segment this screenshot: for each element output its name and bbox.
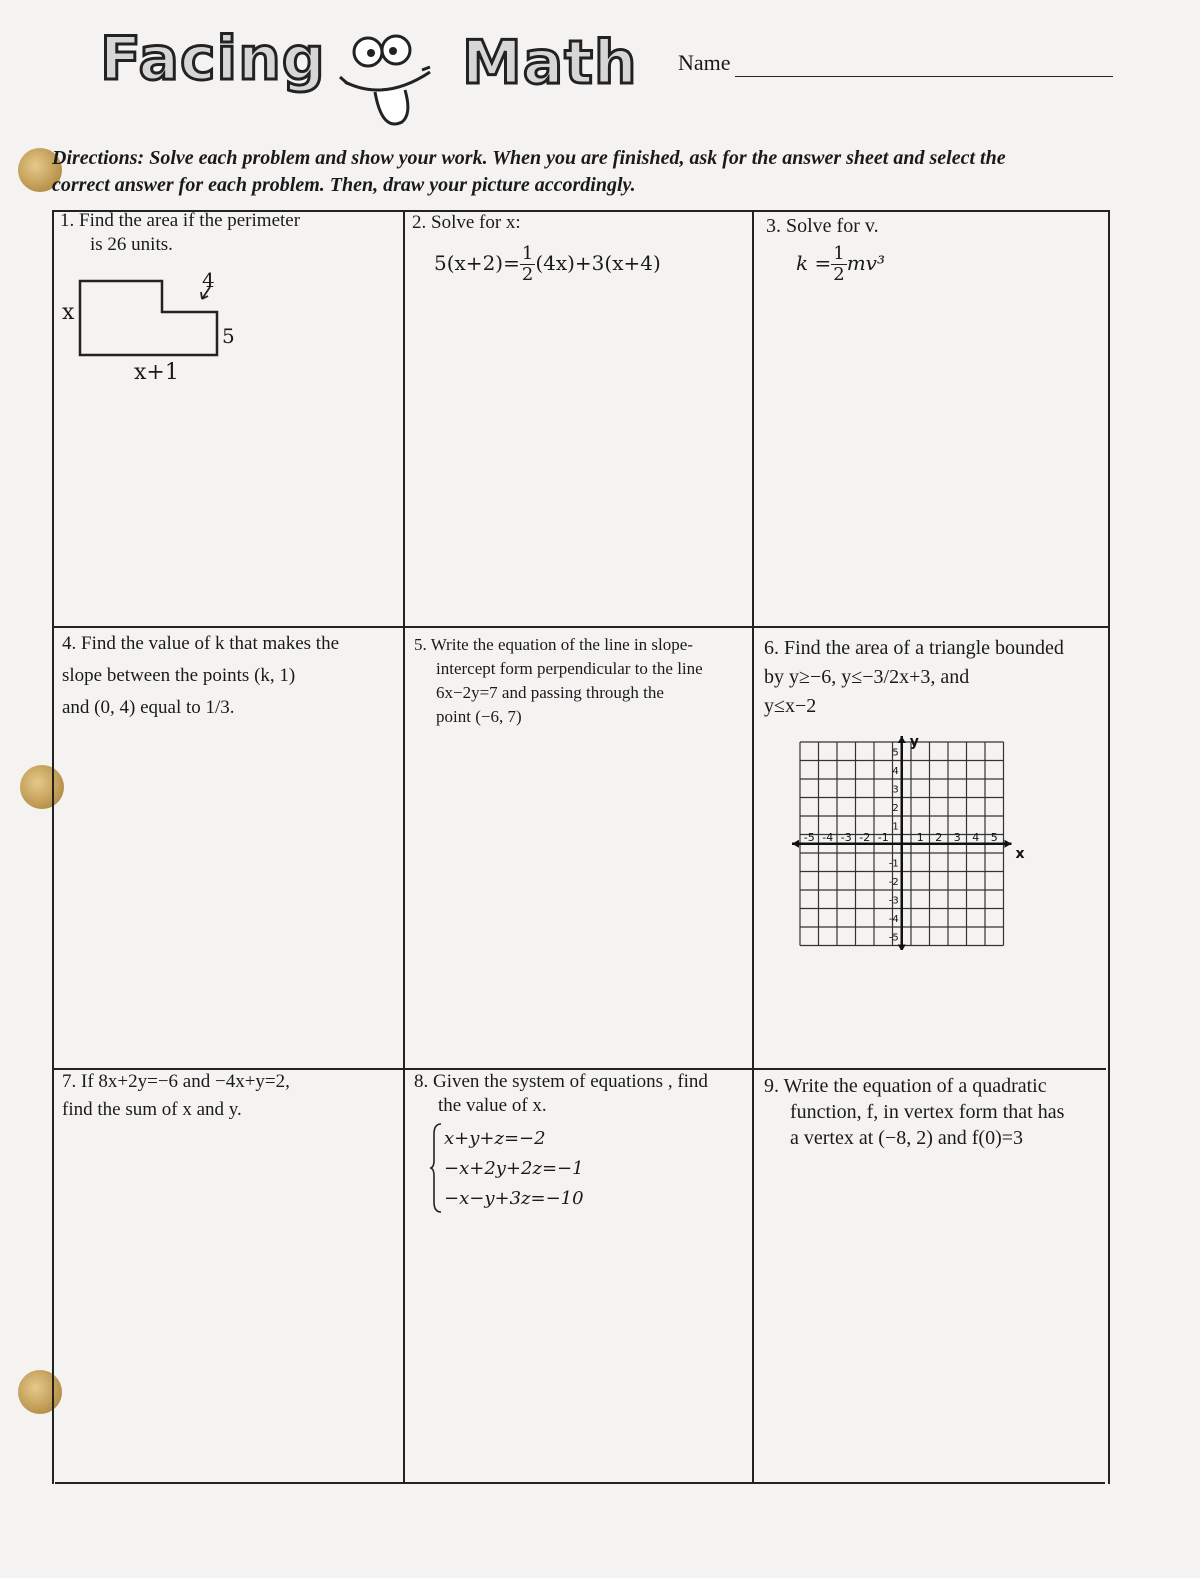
directions-text <box>52 145 1152 199</box>
problem-8-line-1: 8. Given the system of equations , find <box>414 1071 708 1092</box>
worksheet-title-math: Math <box>462 28 638 98</box>
y-axis-label: y <box>909 734 919 750</box>
problem-8-eq-3: −x−y+3z=−10 <box>444 1188 584 1209</box>
problem-7 <box>62 1068 397 1124</box>
y-tick-label: 2 <box>892 802 899 814</box>
problem-6-line-2: by y≥−6, y≤−3/2x+3, and <box>764 666 970 688</box>
problem-3-fraction <box>831 244 846 285</box>
problem-8-brace <box>430 1122 442 1214</box>
problem-8-eq-2: −x+2y+2z=−1 <box>444 1158 584 1179</box>
problem-2 <box>412 211 742 235</box>
x-tick-label: 3 <box>953 830 961 844</box>
binder-hole-middle <box>20 765 64 809</box>
y-tick-label: -2 <box>888 876 899 888</box>
name-input-line[interactable] <box>735 58 1113 77</box>
problem-3-frac-num: 1 <box>833 243 845 264</box>
problem-3-frac-den: 2 <box>833 264 845 285</box>
name-label: Name <box>678 50 731 75</box>
binder-hole-bottom <box>18 1370 62 1414</box>
problem-1-label-5: 5 <box>222 324 235 348</box>
grid-left-border <box>52 210 54 1484</box>
x-axis-arrow-left <box>792 840 799 848</box>
x-tick-label: -4 <box>822 830 834 844</box>
worksheet-title-facing: Facing <box>100 24 326 94</box>
problem-8-system <box>444 1124 584 1214</box>
problem-3-eq-left: k = <box>796 251 832 275</box>
y-axis-arrow-up <box>898 736 906 743</box>
x-axis-arrow-right <box>1005 840 1012 848</box>
problem-9-line-2: function, f, in vertex form that has <box>790 1101 1065 1123</box>
problem-1-label-4: 4 <box>202 268 215 292</box>
problem-2-eq-right: (4x)+3(x+4) <box>535 251 661 275</box>
grid-col-divider-1 <box>403 210 405 1484</box>
x-axis-label: x <box>1015 845 1025 862</box>
x-tick-label: 2 <box>935 830 943 844</box>
problem-1 <box>60 209 390 257</box>
problem-8 <box>414 1070 749 1118</box>
y-tick-label: 1 <box>892 821 899 833</box>
directions-line-1: Directions: Solve each problem and show your work. When you are finished, ask for the answer sheet and select the <box>52 147 1006 169</box>
problem-5 <box>414 633 749 729</box>
problem-8-line-2: the value of x. <box>438 1095 547 1116</box>
problem-2-fraction <box>520 244 535 285</box>
problem-9-line-3: a vertex at (−8, 2) and f(0)=3 <box>790 1127 1024 1149</box>
y-tick-label: -5 <box>888 932 899 944</box>
problem-9-line-1: 9. Write the equation of a quadratic <box>764 1075 1047 1097</box>
x-tick-label: -2 <box>859 830 871 844</box>
y-tick-label: 4 <box>892 765 899 777</box>
y-axis-arrow-down <box>898 945 906 951</box>
y-tick-label: -1 <box>888 858 899 870</box>
y-tick-label: 5 <box>892 747 899 759</box>
y-tick-label: -3 <box>888 895 899 907</box>
grid-col-divider-2 <box>752 210 754 1484</box>
problem-4-line-2: slope between the points (k, 1) <box>62 665 296 686</box>
x-tick-label: -3 <box>840 830 852 844</box>
problem-4 <box>62 628 397 724</box>
problem-2-frac-den: 2 <box>521 264 534 285</box>
y-tick-label: 3 <box>892 784 899 796</box>
x-tick-label: 1 <box>916 830 924 844</box>
problem-2-line-1: 2. Solve for x: <box>412 212 521 233</box>
problem-7-line-1: 7. If 8x+2y=−6 and −4x+y=2, <box>62 1071 290 1092</box>
problem-5-line-1: 5. Write the equation of the line in slope- <box>414 635 693 654</box>
problem-3-eq-right: mv³ <box>846 251 885 275</box>
x-tick-label: 5 <box>990 830 998 844</box>
problem-3-equation <box>796 244 885 285</box>
x-tick-label: 4 <box>972 830 980 844</box>
problem-2-equation <box>434 244 661 285</box>
problem-5-line-3: 6x−2y=7 and passing through the <box>436 683 664 702</box>
problem-7-line-2: find the sum of x and y. <box>62 1099 242 1120</box>
problem-4-line-3: and (0, 4) equal to 1/3. <box>62 697 235 718</box>
problem-3-line-1: 3. Solve for v. <box>766 215 879 237</box>
y-tick-label: -4 <box>888 913 899 925</box>
silly-face-icon <box>330 22 440 132</box>
grid-bottom-border <box>55 1482 1105 1484</box>
x-tick-label: -1 <box>877 830 889 844</box>
problem-9 <box>764 1073 1104 1151</box>
problem-5-line-2: intercept form perpendicular to the line <box>436 659 703 678</box>
problem-6-line-1: 6. Find the area of a triangle bounded <box>764 637 1064 659</box>
problem-2-frac-num: 1 <box>521 243 534 264</box>
problem-8-eq-1: x+y+z=−2 <box>444 1128 546 1149</box>
directions-line-2: correct answer for each problem. Then, draw your picture accordingly. <box>52 174 636 196</box>
problem-1-label-x-plus-1: x+1 <box>134 360 179 385</box>
grid-right-border <box>1108 210 1110 1484</box>
problem-3 <box>766 214 1096 238</box>
problem-2-eq-left: 5(x+2)= <box>434 251 520 275</box>
problem-6-line-3: y≤x−2 <box>764 695 817 717</box>
problem-1-label-x: x <box>62 300 75 325</box>
problem-6 <box>764 634 1104 721</box>
problem-1-line-2: is 26 units. <box>90 234 173 255</box>
x-tick-label: -5 <box>803 830 815 844</box>
problem-4-line-1: 4. Find the value of k that makes the <box>62 633 340 654</box>
problem-5-line-4: point (−6, 7) <box>436 707 522 726</box>
problem-1-line-1: 1. Find the area if the perimeter <box>60 210 301 231</box>
problem-6-coordinate-grid <box>788 732 1038 950</box>
